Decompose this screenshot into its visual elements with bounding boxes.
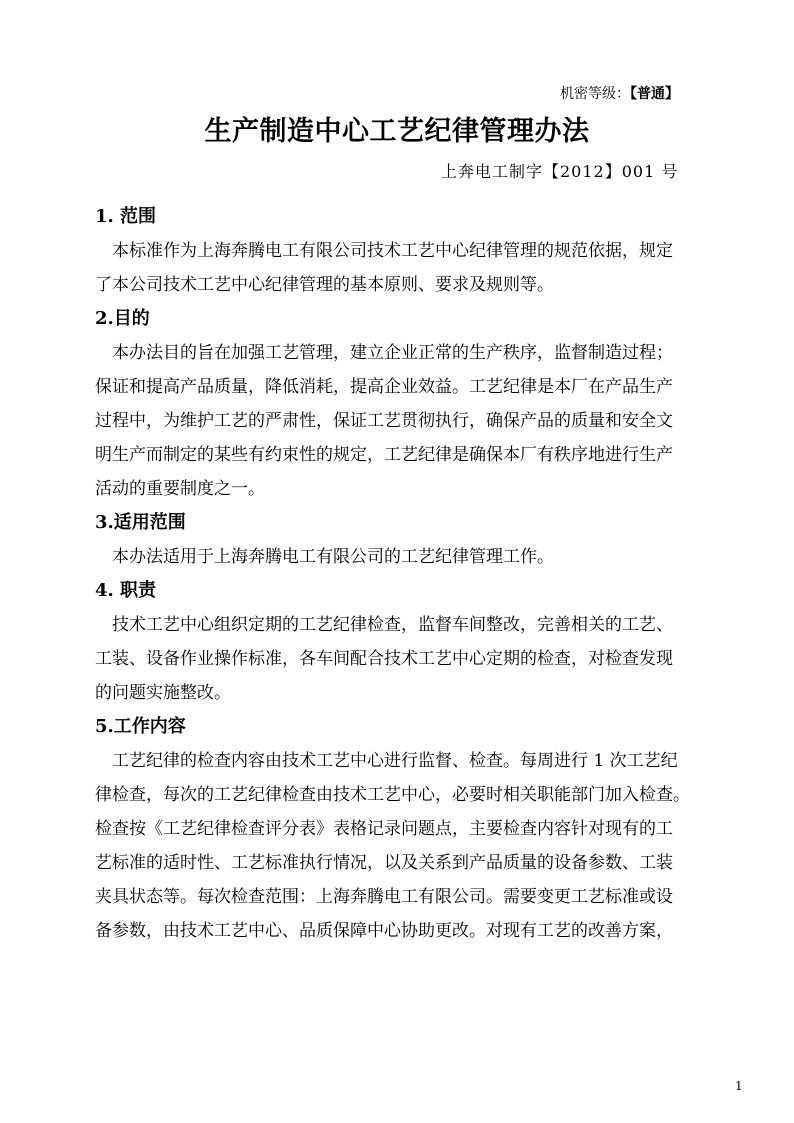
section-heading: 3.适用范围 <box>95 512 186 533</box>
section-heading: 1. 范围 <box>95 206 157 227</box>
confidentiality-label: 机密等级： <box>560 86 630 102</box>
section-paragraph <box>95 608 740 710</box>
confidentiality-value: 【普通】 <box>630 86 679 102</box>
paragraph-line: 本办法适用于上海奔腾电工有限公司的工艺纪律管理工作。 <box>112 547 554 567</box>
paragraph-line: 备参数，由技术工艺中心、品质保障中心协助更改。对现有工艺的改善方案， <box>95 921 673 941</box>
confidentiality-level <box>560 84 679 104</box>
paragraph-line: 本标准作为上海奔腾电工有限公司技术工艺中心纪律管理的规范依据，规定 <box>112 241 673 261</box>
paragraph-line: 过程中，为维护工艺的严肃性，保证工艺贯彻执行，确保产品的质量和安全文 <box>95 411 673 431</box>
section-responsibilities <box>95 574 740 710</box>
paragraph-line: 夹具状态等。每次检查范围：上海奔腾电工有限公司。需要变更工艺标准或设 <box>95 887 673 907</box>
section-work-content <box>95 710 740 948</box>
section-applicable-scope <box>95 506 740 574</box>
paragraph-line: 律检查，每次的工艺纪律检查由技术工艺中心，必要时相关职能部门加入检查。 <box>95 785 690 805</box>
section-paragraph <box>95 234 740 302</box>
paragraph-line: 检查按《工艺纪律检查评分表》表格记录问题点，主要检查内容针对现有的工 <box>95 819 673 839</box>
section-heading: 2.目的 <box>95 308 150 329</box>
paragraph-line: 技术工艺中心组织定期的工艺纪律检查，监督车间整改，完善相关的工艺、 <box>112 615 673 635</box>
paragraph-line: 了本公司技术工艺中心纪律管理的基本原则、要求及规则等。 <box>95 275 554 295</box>
section-purpose <box>95 302 740 506</box>
section-paragraph <box>95 540 740 574</box>
section-scope <box>95 200 740 302</box>
document-title: 生产制造中心工艺纪律管理办法 <box>204 116 590 147</box>
section-heading: 5.工作内容 <box>95 716 186 737</box>
page-number: 1 <box>735 1079 743 1093</box>
paragraph-line: 明生产而制定的某些有约束性的规定，工艺纪律是确保本厂有秩序地进行生产 <box>95 445 673 465</box>
section-paragraph <box>95 336 740 506</box>
paragraph-line: 工艺纪律的检查内容由技术工艺中心进行监督、检查。每周进行 1 次工艺纪 <box>112 751 678 771</box>
paragraph-line: 活动的重要制度之一。 <box>95 479 265 499</box>
document-number: 上奔电工制字【2012】001 号 <box>441 162 679 181</box>
paragraph-line: 保证和提高产品质量，降低消耗，提高企业效益。工艺纪律是本厂在产品生产 <box>95 377 673 397</box>
paragraph-line: 工装、设备作业操作标准，各车间配合技术工艺中心定期的检查，对检查发现 <box>95 649 673 669</box>
section-heading: 4. 职责 <box>95 580 157 601</box>
paragraph-line: 的问题实施整改。 <box>95 683 231 703</box>
document-body <box>95 200 740 948</box>
paragraph-line: 艺标准的适时性、工艺标准执行情况，以及关系到产品质量的设备参数、工装 <box>95 853 673 873</box>
paragraph-line: 本办法目的旨在加强工艺管理，建立企业正常的生产秩序，监督制造过程； <box>112 343 673 363</box>
section-paragraph <box>95 744 740 948</box>
